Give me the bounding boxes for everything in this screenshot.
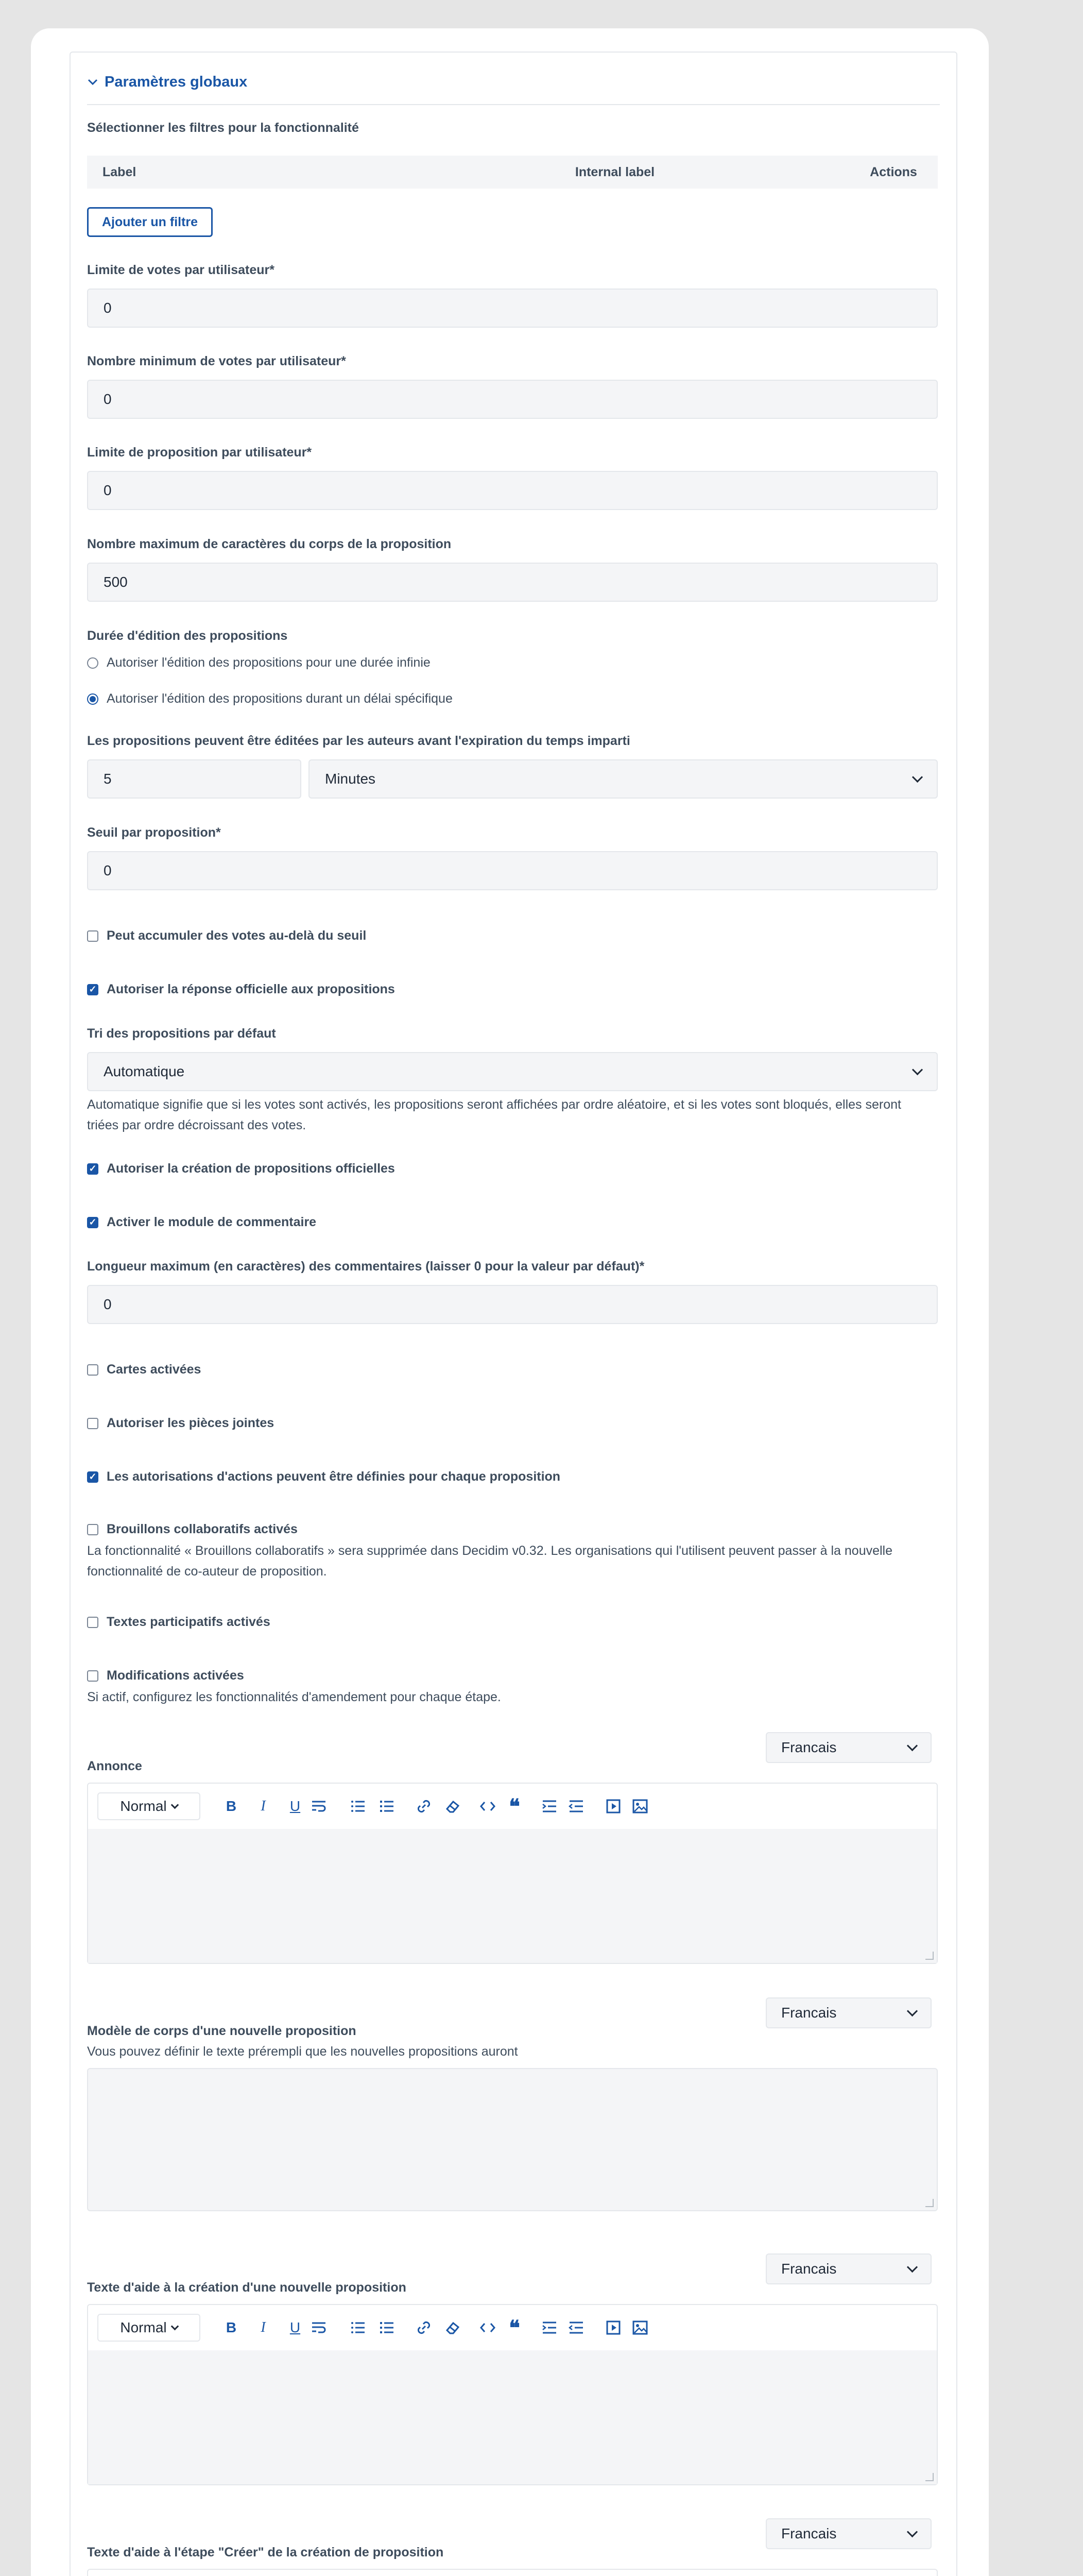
video-icon[interactable]: [605, 2317, 622, 2338]
collab-drafts-help: La fonctionnalité « Brouillons collaboratifs » sera supprimée dans Decidim v0.32. Les organisations qui l'utilisent peuvent passer à la nouvelle fonctionnalité de co-auteur de proposition.: [87, 1544, 893, 1579]
quote-icon[interactable]: ❝: [509, 2315, 520, 2340]
format-select[interactable]: [97, 1792, 200, 1820]
vote-limit-label: Limite de votes par utilisateur*: [87, 263, 274, 277]
editor-toolbar: [88, 2570, 937, 2576]
resize-handle-icon[interactable]: [925, 2473, 934, 2481]
format-select[interactable]: [97, 2314, 200, 2342]
checkbox-unchecked: [87, 1418, 98, 1429]
divider: [87, 104, 940, 105]
help-create-editor[interactable]: [87, 2569, 938, 2576]
select-value: Francais: [781, 1739, 837, 1755]
select-value: Minutes: [325, 771, 376, 787]
section-title: Paramètres globaux: [105, 73, 248, 90]
format-value: Normal: [120, 1798, 167, 1814]
chevron-down-icon: [170, 1801, 179, 1809]
amendments-help: Si actif, configurez les fonctionnalités d'amendement pour chaque étape.: [87, 1690, 501, 1704]
ordered-list-icon[interactable]: [350, 2317, 366, 2338]
link-icon[interactable]: [416, 2317, 432, 2338]
resize-handle-icon[interactable]: [925, 1952, 934, 1960]
col-actions: Actions: [870, 164, 917, 179]
checkbox-label: Brouillons collaboratifs activés: [107, 1522, 298, 1536]
template-textarea[interactable]: [87, 2068, 938, 2211]
checkbox-label: Peut accumuler des votes au-delà du seuil: [107, 928, 367, 943]
attachments-checkbox[interactable]: [87, 1416, 274, 1431]
proposal-limit-input[interactable]: 0: [87, 471, 938, 510]
checkbox-unchecked: [87, 930, 98, 942]
link-icon[interactable]: [416, 1796, 432, 1817]
checkbox-label: Autoriser la réponse officielle aux propositions: [107, 982, 395, 996]
participatory-texts-checkbox[interactable]: [87, 1615, 270, 1630]
format-value: Normal: [120, 2319, 167, 2335]
min-votes-label: Nombre minimum de votes par utilisateur*: [87, 354, 346, 368]
settings-card: [31, 28, 989, 2576]
permissions-checkbox[interactable]: [87, 1469, 560, 1484]
official-proposals-checkbox[interactable]: [87, 1161, 395, 1176]
select-value: Francais: [781, 2526, 837, 2541]
help-new-editor[interactable]: [87, 2304, 938, 2485]
chevron-down-icon: [907, 2005, 918, 2016]
proposal-limit-label: Limite de proposition par utilisateur*: [87, 445, 312, 460]
vote-limit-input[interactable]: 0: [87, 289, 938, 328]
editor-content-area[interactable]: [88, 1829, 937, 1963]
bullet-list-icon[interactable]: [379, 2317, 395, 2338]
select-value: Automatique: [104, 1063, 185, 1079]
threshold-label: Seuil par proposition*: [87, 825, 221, 840]
announcement-label: Annonce: [87, 1759, 142, 1773]
checkbox-checked: ✓: [87, 1163, 98, 1175]
edit-after-label: Les propositions peuvent être éditées par les auteurs avant l'expiration du temps imparti: [87, 734, 630, 748]
max-chars-input[interactable]: 500: [87, 563, 938, 602]
chevron-down-icon: [907, 2261, 918, 2272]
col-label: Label: [102, 164, 136, 179]
checkbox-label: Les autorisations d'actions peuvent être définies pour chaque proposition: [107, 1469, 561, 1484]
chevron-down-icon: [907, 2526, 918, 2537]
hard-break-icon[interactable]: [311, 1796, 327, 1817]
help-create-language-select[interactable]: [766, 2518, 932, 2549]
image-icon[interactable]: [632, 1796, 648, 1817]
help-new-language-select[interactable]: [766, 2253, 932, 2284]
checkbox-label: Autoriser les pièces jointes: [107, 1416, 274, 1430]
italic-icon[interactable]: I: [261, 1798, 266, 1814]
quote-icon[interactable]: ❝: [509, 1794, 520, 1819]
edit-after-unit-select[interactable]: [308, 759, 938, 799]
bold-icon[interactable]: B: [226, 2319, 237, 2335]
official-answer-checkbox[interactable]: [87, 982, 395, 997]
edit-specific-radio[interactable]: [87, 691, 453, 706]
checkbox-unchecked: [87, 1524, 98, 1535]
indent-icon[interactable]: [541, 1796, 558, 1817]
video-icon[interactable]: [605, 1796, 622, 1817]
eraser-icon[interactable]: [444, 1796, 461, 1817]
col-internal-label: Internal label: [575, 164, 655, 179]
radio-label: Autoriser l'édition des propositions pour une durée infinie: [107, 655, 431, 670]
default-sort-label: Tri des propositions par défaut: [87, 1026, 276, 1041]
filters-table-header: [87, 156, 938, 189]
editor-toolbar: [88, 2305, 937, 2351]
underline-icon[interactable]: U: [289, 1798, 301, 1814]
chevron-down-icon: [87, 76, 98, 88]
template-language-select[interactable]: [766, 1997, 932, 2028]
checkbox-label: Cartes activées: [107, 1362, 201, 1377]
code-icon[interactable]: [479, 2317, 496, 2338]
radio-label: Autoriser l'édition des propositions durant un délai spécifique: [107, 691, 453, 706]
amendments-checkbox[interactable]: [87, 1668, 244, 1683]
bold-icon[interactable]: B: [226, 1798, 237, 1814]
outdent-icon[interactable]: [568, 1796, 585, 1817]
checkbox-label: Textes participatifs activés: [107, 1615, 270, 1629]
maps-checkbox[interactable]: [87, 1362, 201, 1377]
edit-infinite-radio[interactable]: [87, 655, 431, 670]
editor-content-area[interactable]: [88, 2350, 937, 2484]
hard-break-icon[interactable]: [311, 2317, 327, 2338]
bullet-list-icon[interactable]: [379, 1796, 395, 1817]
code-icon[interactable]: [479, 1796, 496, 1817]
indent-icon[interactable]: [541, 2317, 558, 2338]
italic-icon[interactable]: I: [261, 2319, 266, 2335]
editor-toolbar: [88, 1784, 937, 1830]
template-help: Vous pouvez définir le texte prérempli que les nouvelles propositions auront: [87, 2044, 518, 2059]
select-value: Francais: [781, 2261, 837, 2277]
eraser-icon[interactable]: [444, 2317, 461, 2338]
checkbox-checked: ✓: [87, 1217, 98, 1228]
help-create-label: Texte d'aide à l'étape "Créer" de la création de proposition: [87, 2545, 444, 2560]
default-sort-select[interactable]: [87, 1052, 938, 1091]
radio-unchecked: [87, 657, 98, 669]
threshold-input[interactable]: 0: [87, 851, 938, 890]
checkbox-label: Modifications activées: [107, 1668, 244, 1683]
help-new-label: Texte d'aide à la création d'une nouvelle proposition: [87, 2280, 406, 2295]
resize-handle-icon[interactable]: [925, 2199, 934, 2207]
image-icon[interactable]: [632, 2317, 648, 2338]
max-chars-label: Nombre maximum de caractères du corps de la proposition: [87, 537, 452, 551]
filters-label: Sélectionner les filtres pour la fonctionnalité: [87, 121, 359, 135]
edit-after-input[interactable]: 5: [87, 759, 301, 799]
add-filter-button[interactable]: Ajouter un filtre: [87, 207, 213, 237]
checkbox-label: Activer le module de commentaire: [107, 1215, 317, 1229]
default-sort-help: Automatique signifie que si les votes sont activés, les propositions seront affichées par ordre aléatoire, et si les votes sont bloqués, elles seront triées par ordre décroissant des votes.: [87, 1097, 901, 1132]
edit-duration-label: Durée d'édition des propositions: [87, 629, 288, 643]
select-value: Francais: [781, 2005, 837, 2021]
chevron-down-icon: [170, 2322, 179, 2330]
comments-checkbox[interactable]: [87, 1215, 316, 1230]
announcement-language-select[interactable]: [766, 1732, 932, 1763]
chevron-down-icon: [912, 1064, 923, 1075]
checkbox-checked: ✓: [87, 984, 98, 995]
checkbox-unchecked: [87, 1670, 98, 1682]
comment-max-input[interactable]: 0: [87, 1285, 938, 1324]
outdent-icon[interactable]: [568, 2317, 585, 2338]
comment-max-label: Longueur maximum (en caractères) des commentaires (laisser 0 pour la valeur par défaut)*: [87, 1259, 645, 1274]
checkbox-unchecked: [87, 1617, 98, 1628]
checkbox-checked: ✓: [87, 1471, 98, 1483]
radio-checked: [87, 693, 98, 705]
accumulate-checkbox[interactable]: [87, 928, 366, 943]
announcement-editor[interactable]: [87, 1783, 938, 1964]
checkbox-label: Autoriser la création de propositions officielles: [107, 1161, 395, 1176]
collab-drafts-checkbox[interactable]: [87, 1522, 298, 1537]
underline-icon[interactable]: U: [289, 2319, 301, 2335]
chevron-down-icon: [907, 1740, 918, 1751]
checkbox-unchecked: [87, 1364, 98, 1376]
global-settings-section: [70, 52, 957, 2576]
template-label: Modèle de corps d'une nouvelle proposition: [87, 2024, 356, 2038]
chevron-down-icon: [912, 771, 923, 782]
ordered-list-icon[interactable]: [350, 1796, 366, 1817]
global-settings-toggle[interactable]: [87, 69, 247, 95]
min-votes-input[interactable]: 0: [87, 380, 938, 419]
